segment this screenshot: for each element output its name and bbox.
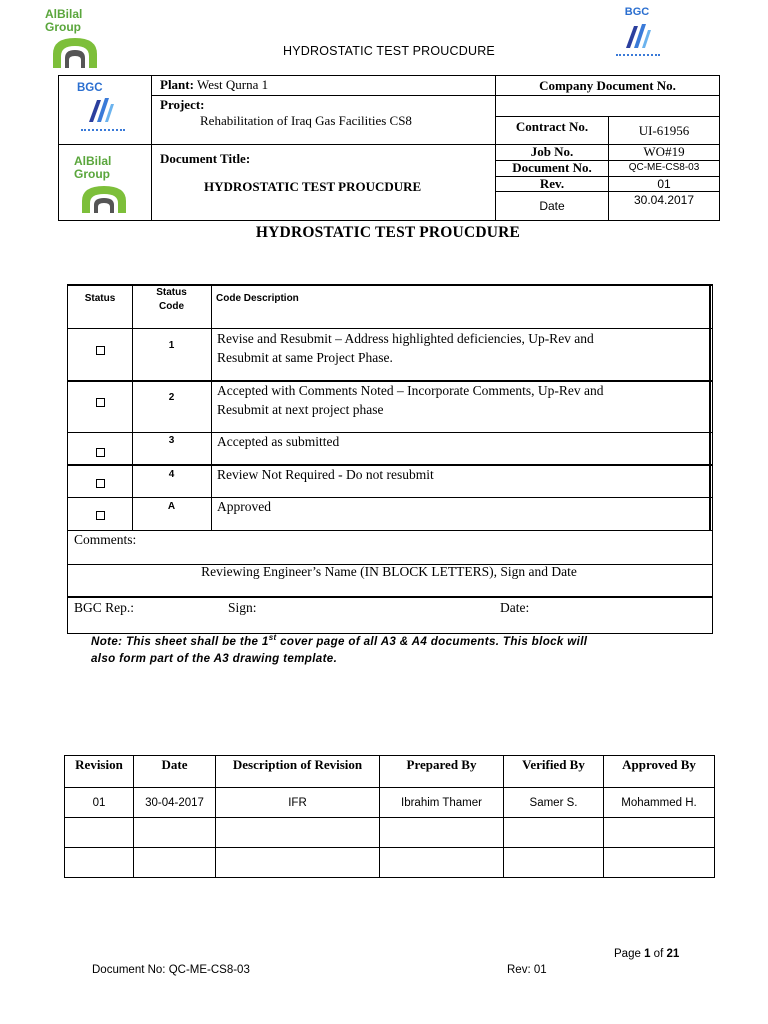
- bgc-rep-label: BGC Rep.:: [74, 600, 135, 615]
- revision-cell: Ibrahim Thamer: [380, 788, 504, 818]
- table-row: [65, 788, 715, 818]
- status-checkbox-4[interactable]: [96, 475, 105, 493]
- table-row: [65, 818, 715, 848]
- revision-header-verified: Verified By: [504, 756, 604, 788]
- code-description-3: Accepted as submitted: [217, 434, 340, 449]
- header-albilal-text-2: Group: [74, 167, 110, 181]
- note-line-2: also form part of the A3 drawing template.: [91, 651, 338, 665]
- revision-header-description: Description of Revision: [216, 756, 380, 788]
- comments-label: Comments:: [74, 532, 137, 547]
- project-label: Project:: [160, 97, 205, 112]
- revision-cell: [216, 818, 380, 848]
- revision-table-header: [65, 756, 715, 788]
- note-line-1-sup: st: [268, 633, 277, 642]
- plant-label: Plant:: [160, 77, 194, 92]
- status-code-3: 3: [168, 435, 175, 446]
- revision-cell: Mohammed H.: [604, 788, 715, 818]
- date-sign-label: Date:: [500, 600, 530, 615]
- sign-label: Sign:: [228, 600, 257, 615]
- revision-cell: [504, 818, 604, 848]
- rev-label: Rev.: [496, 177, 609, 192]
- code-description-1-line1: Revise and Resubmit – Address highlighted deficiencies, Up-Rev and: [217, 331, 594, 346]
- revision-cell: 30-04-2017: [134, 788, 216, 818]
- reviewer-text: Reviewing Engineer’s Name (IN BLOCK LETTERS), Sign and Date: [201, 564, 577, 579]
- footer-rev: Rev: 01: [507, 964, 547, 976]
- bgc-logo-text: BGC: [624, 6, 650, 18]
- date-value: 30.04.2017: [609, 192, 720, 221]
- plant-value: West Qurna 1: [196, 77, 269, 92]
- revision-header-date: Date: [134, 756, 216, 788]
- revision-cell: [604, 818, 715, 848]
- header-bgc-emblem-icon: [83, 96, 119, 126]
- revision-cell: [65, 818, 134, 848]
- doc-title-value: HYDROSTATIC TEST PROUCDURE: [204, 179, 422, 194]
- code-description-4: Review Not Required - Do not resubmit: [217, 467, 434, 482]
- contract-value: UI-61956: [609, 117, 720, 145]
- docno-label: Document No.: [496, 161, 609, 177]
- header-albilal-text-1: AlBilal: [74, 154, 112, 168]
- status-code-2: 2: [168, 392, 175, 403]
- doc-title-cell: [152, 145, 496, 221]
- albilal-logo-text-2: Group: [45, 20, 81, 34]
- revision-cell: Samer S.: [504, 788, 604, 818]
- plant-cell: [152, 76, 496, 96]
- note-line-1: [91, 629, 587, 650]
- status-checkbox-a[interactable]: [96, 507, 105, 525]
- revision-cell: [65, 848, 134, 878]
- project-value: Rehabilitation of Iraq Gas Facilities CS8: [200, 113, 412, 128]
- revision-cell: [134, 818, 216, 848]
- page-current: 1: [644, 948, 651, 960]
- revision-header-revision: Revision: [65, 756, 134, 788]
- code-description-1-line2: Resubmit at same Project Phase.: [217, 350, 393, 365]
- albilal-logo-text-1: AlBilal: [45, 7, 83, 21]
- status-checkbox-3[interactable]: [96, 444, 105, 462]
- code-description-2: [217, 381, 604, 419]
- document-header-table: [58, 75, 720, 221]
- docno-value: QC-ME-CS8-03: [609, 161, 720, 177]
- status-code-a: A: [167, 501, 176, 512]
- revision-cell: [604, 848, 715, 878]
- code-description-a: Approved: [217, 499, 271, 514]
- code-description-2-line2: Resubmit at next project phase: [217, 402, 384, 417]
- revision-header-prepared: Prepared By: [380, 756, 504, 788]
- status-code-header-line1: Status: [156, 287, 187, 298]
- note-line-1-b: cover page of all A3 & A4 documents. This block will: [276, 634, 588, 648]
- note-line-1-a: Note: This sheet shall be the 1: [91, 634, 269, 648]
- revision-cell: [380, 818, 504, 848]
- rev-value: 01: [609, 177, 720, 192]
- cover-page-note: [91, 629, 587, 667]
- code-description-2-line1: Accepted with Comments Noted – Incorporate Comments, Up-Rev and: [217, 383, 604, 398]
- status-checkbox-2[interactable]: [96, 394, 105, 412]
- status-code-4: 4: [168, 469, 175, 480]
- status-col-header: Status: [84, 293, 116, 304]
- project-cell: [152, 96, 496, 145]
- page-label: Page: [614, 948, 641, 960]
- status-code-header-line2: Code: [159, 301, 184, 312]
- page-number: [614, 948, 679, 960]
- header-logo-cell-albilal: [59, 145, 152, 221]
- revision-table: [64, 755, 715, 878]
- company-doc-label: Company Document No.: [496, 76, 720, 96]
- revision-cell: [134, 848, 216, 878]
- revision-cell: [216, 848, 380, 878]
- header-bgc-text: BGC: [77, 82, 103, 94]
- code-description-col-header: Code Description: [216, 293, 299, 304]
- revision-cell: IFR: [216, 788, 380, 818]
- table-row: [65, 848, 715, 878]
- page-title: HYDROSTATIC TEST PROUCDURE: [283, 44, 495, 58]
- status-code-col-header: [132, 286, 211, 314]
- header-albilal-emblem-icon: [76, 183, 132, 213]
- revision-cell: 01: [65, 788, 134, 818]
- status-checkbox-1[interactable]: [96, 342, 105, 360]
- revision-header-approved: Approved By: [604, 756, 715, 788]
- code-description-1: [217, 329, 594, 367]
- company-doc-value: [496, 96, 720, 117]
- main-heading: HYDROSTATIC TEST PROUCDURE: [255, 224, 521, 241]
- job-label: Job No.: [496, 145, 609, 161]
- date-label: Date: [496, 192, 609, 221]
- page-total: 21: [666, 948, 680, 960]
- header-logo-cell-bgc: [59, 76, 152, 145]
- revision-cell: [380, 848, 504, 878]
- page-of-label: of: [653, 948, 664, 960]
- contract-label: Contract No.: [496, 117, 609, 145]
- status-code-1: 1: [168, 340, 175, 351]
- doc-title-label: Document Title:: [160, 151, 251, 166]
- job-value: WO#19: [609, 145, 720, 161]
- status-table: [67, 284, 713, 634]
- footer-doc-no: Document No: QC-ME-CS8-03: [92, 964, 250, 976]
- revision-cell: [504, 848, 604, 878]
